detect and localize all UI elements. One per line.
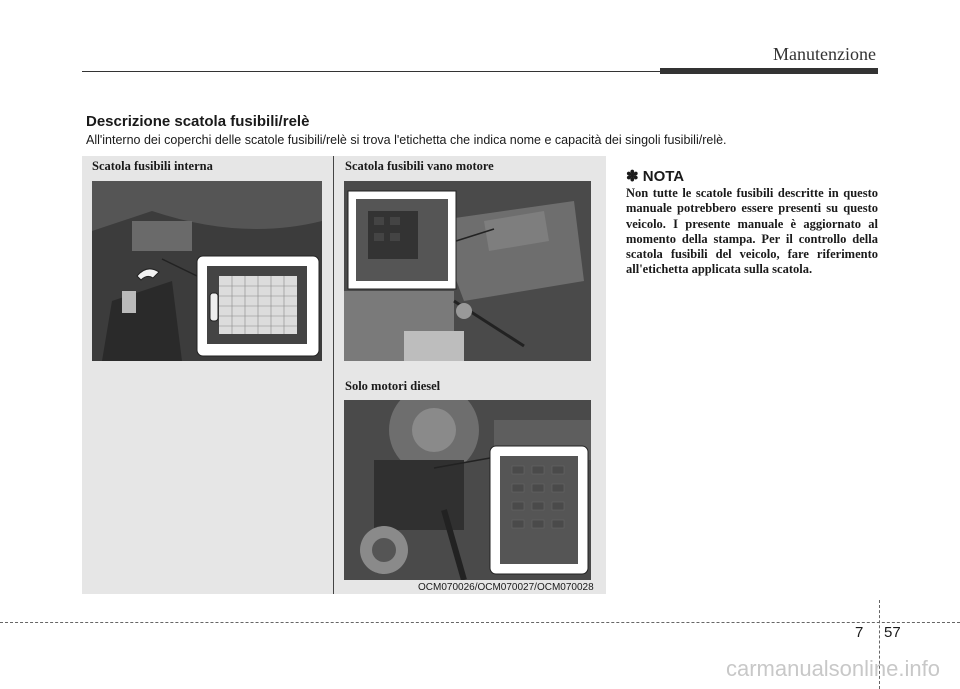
footer-rule <box>0 622 960 623</box>
chapter-header: Manutenzione <box>773 44 876 64</box>
page-number: 57 <box>884 624 901 641</box>
section-intro: All'interno dei coperchi delle scatole fusibili/relè si trova l'etichetta che indica nome e capacità dei singoli fusibili/relè. <box>86 133 727 147</box>
header-rule-thick <box>660 68 878 74</box>
figure-divider <box>333 156 334 594</box>
diesel-fusebox-photo <box>344 400 591 580</box>
interior-fusebox-caption: Scatola fusibili interna <box>92 159 213 173</box>
watermark: carmanualsonline.info <box>725 656 940 681</box>
interior-fusebox-photo <box>92 181 322 361</box>
engine-fusebox-photo <box>344 181 591 361</box>
header-rule <box>82 71 662 72</box>
section-title: Descrizione scatola fusibili/relè <box>86 113 310 130</box>
engine-fusebox-caption: Scatola fusibili vano motore <box>345 159 494 173</box>
note-title: ✽ NOTA <box>626 168 685 185</box>
note-body: Non tutte le scatole fusibili descritte in questo manuale potrebbero essere presenti su questo veicolo. I presente manuale è aggiornato al momento della stampa. Per il controllo della scatola fusibili del veicolo, fare riferimento all'etichetta applicata sulla scatola. <box>626 186 878 277</box>
chapter-number: 7 <box>855 624 864 641</box>
diesel-caption: Solo motori diesel <box>345 379 441 393</box>
figure-code: OCM070026/OCM070027/OCM070028 <box>418 582 594 593</box>
